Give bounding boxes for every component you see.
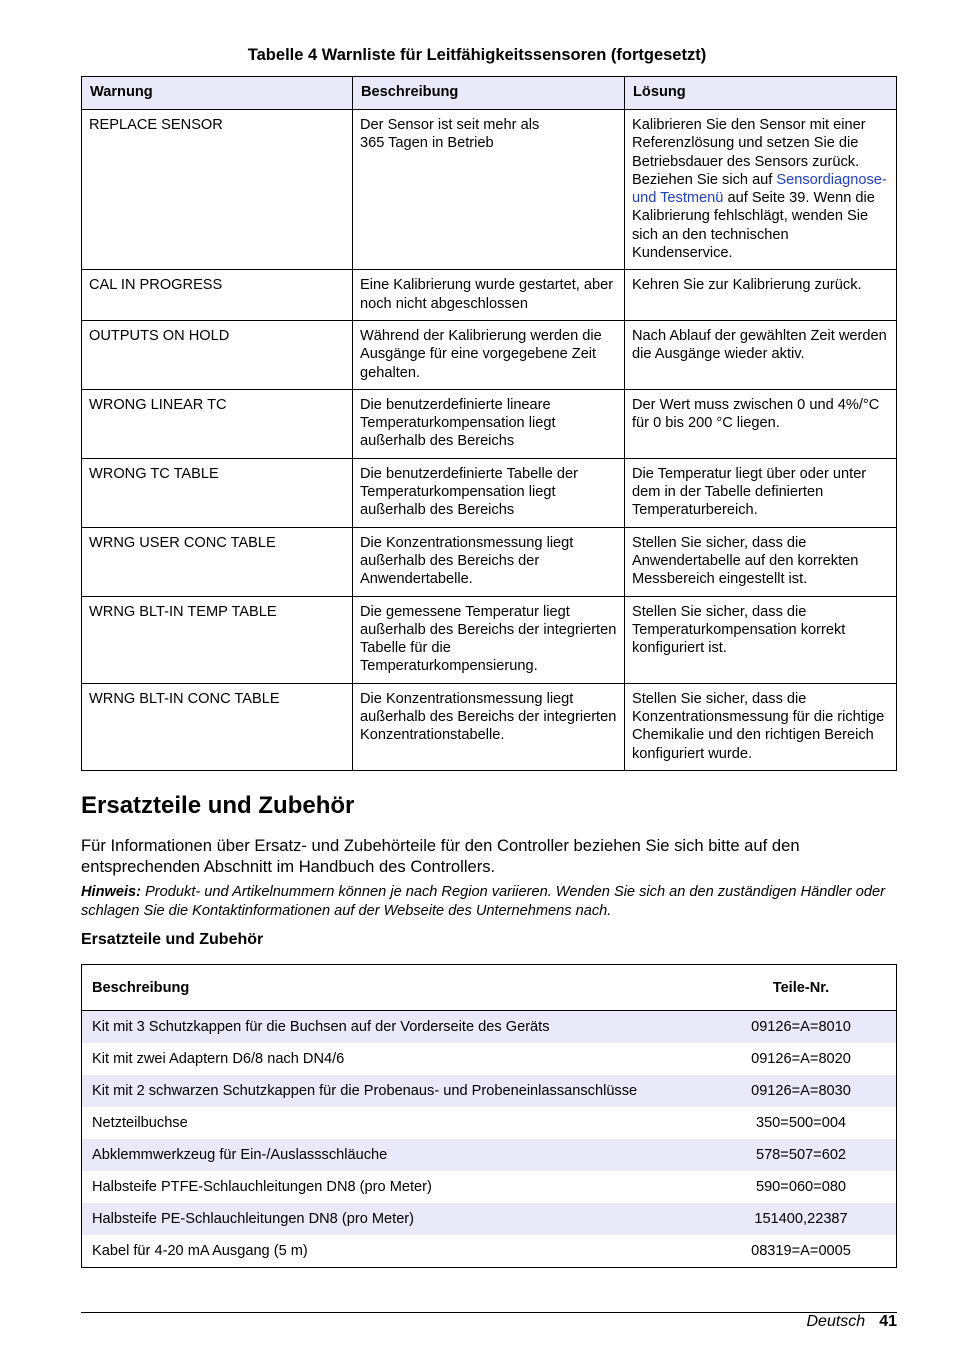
solution-cell: Stellen Sie sicher, dass die Anwendertabelle auf den korrekten Messbereich eingestellt ist.	[625, 527, 897, 596]
warning-cell: WRNG USER CONC TABLE	[82, 527, 353, 596]
description-cell: Die gemessene Temperatur liegt außerhalb des Bereichs der integrierten Tabelle für die Temperaturkompensierung.	[353, 596, 625, 683]
table-row	[82, 527, 897, 596]
column-header-description: Beschreibung	[353, 77, 625, 110]
table-row	[82, 1203, 897, 1235]
warning-cell: WRNG BLT-IN CONC TABLE	[82, 683, 353, 770]
table-row	[82, 1075, 897, 1107]
table-row	[82, 110, 897, 270]
part-description: Halbsteife PE-Schlauchleitungen DN8 (pro Meter)	[82, 1203, 707, 1235]
part-description: Netzteilbuchse	[92, 1115, 188, 1131]
description-cell: Während der Kalibrierung werden die Ausgänge für eine vorgegebene Zeit gehalten.	[353, 320, 625, 389]
warnings-table-header	[82, 77, 897, 110]
parts-table-header	[82, 965, 897, 1011]
solution-text: auf Seite 39. Wenn die Kalibrierung fehlschlägt, wenden Sie sich an den technischen Kundenservice.	[632, 190, 875, 262]
part-number: 590=060=080	[755, 1179, 847, 1195]
warning-cell: OUTPUTS ON HOLD	[82, 320, 353, 389]
warning-cell: REPLACE SENSOR	[82, 110, 353, 270]
table-row	[82, 683, 897, 770]
table-row	[82, 1043, 897, 1075]
part-description: Kit mit zwei Adaptern D6/8 nach DN4/6	[92, 1051, 345, 1067]
solution-cell: Die Temperatur liegt über oder unter dem in der Tabelle definierten Temperaturbereich.	[625, 458, 897, 527]
description-cell: Die Konzentrationsmessung liegt außerhalb des Bereichs der Anwendertabelle.	[353, 527, 625, 596]
note-label: Hinweis:	[81, 884, 142, 900]
description-cell: Die benutzerdefinierte lineare Temperaturkompensation liegt außerhalb des Bereichs	[353, 389, 625, 458]
table-row	[82, 1107, 897, 1139]
cross-reference-link[interactable]: Sensordiagnose- und Testmenü	[632, 171, 887, 207]
part-description: Abklemmwerkzeug für Ein-/Auslassschläuche	[82, 1139, 707, 1171]
warning-cell: WRONG LINEAR TC	[82, 389, 353, 458]
part-number: 09126=A=8010	[706, 1011, 897, 1044]
part-description: Halbsteife PTFE-Schlauchleitungen DN8 (pro Meter)	[92, 1179, 432, 1195]
footer-divider	[81, 1312, 897, 1313]
column-header-solution: Lösung	[625, 77, 897, 110]
solution-cell: Stellen Sie sicher, dass die Konzentrationsmessung für die richtige Chemikalie und den richtigen Bereich konfiguriert wurde.	[625, 683, 897, 770]
solution-cell: Der Wert muss zwischen 0 und 4%/°C für 0 bis 200 °C liegen.	[625, 389, 897, 458]
part-number: 350=500=004	[755, 1115, 847, 1131]
description-cell: Eine Kalibrierung wurde gestartet, aber noch nicht abgeschlossen	[353, 270, 625, 321]
page-footer	[807, 1313, 898, 1331]
solution-text: Kalibrieren Sie den Sensor mit einer Referenzlösung und setzen Sie die Betriebsdauer des Sensors zurück. Beziehen Sie sich auf	[632, 117, 866, 188]
part-description: Kit mit 2 schwarzen Schutzkappen für die Probenaus- und Probeneinlassanschlüsse	[82, 1075, 707, 1107]
parts-table	[81, 964, 897, 1268]
parts-heading: Ersatzteile und Zubehör	[81, 931, 264, 948]
table-row	[82, 1011, 897, 1044]
table-row	[82, 1235, 897, 1268]
description-line: Der Sensor ist seit mehr als 365 Tagen in Betrieb	[360, 117, 540, 152]
table-row	[82, 389, 897, 458]
table-row	[82, 1139, 897, 1171]
section-title: Ersatzteile und Zubehör	[81, 792, 355, 819]
solution-cell: Kehren Sie zur Kalibrierung zurück.	[625, 270, 897, 321]
column-header-description: Beschreibung	[82, 965, 707, 1011]
table-row	[82, 1171, 897, 1203]
page-number: 41	[879, 1313, 897, 1330]
intro-paragraph: Für Informationen über Ersatz- und Zubehörteile für den Controller beziehen Sie sich bitte auf den entsprechenden Abschnitt im Handbuch des Controllers.	[81, 836, 800, 876]
note-paragraph	[81, 883, 897, 920]
warning-cell: WRONG TC TABLE	[82, 458, 353, 527]
solution-cell: Stellen Sie sicher, dass die Temperaturkompensation korrekt konfiguriert ist.	[625, 596, 897, 683]
part-number: 09126=A=8020	[751, 1051, 851, 1067]
table-caption: Tabelle 4 Warnliste für Leitfähigkeitssensoren (fortgesetzt)	[247, 46, 707, 64]
description-cell: Die benutzerdefinierte Tabelle der Temperaturkompensation liegt außerhalb des Bereichs	[353, 458, 625, 527]
table-row	[82, 596, 897, 683]
solution-cell	[625, 110, 897, 270]
part-number: 578=507=602	[706, 1139, 897, 1171]
warning-cell: CAL IN PROGRESS	[82, 270, 353, 321]
column-header-part-number: Teile-Nr.	[706, 965, 897, 1011]
solution-cell: Nach Ablauf der gewählten Zeit werden die Ausgänge wieder aktiv.	[625, 320, 897, 389]
part-description: Kit mit 3 Schutzkappen für die Buchsen auf der Vorderseite des Geräts	[82, 1011, 707, 1044]
note-text: Produkt- und Artikelnummern können je nach Region variieren. Wenden Sie sich an den zuständigen Händler oder schlagen Sie die Kontaktinformationen auf der Webseite des Unternehmens nach.	[81, 884, 885, 919]
table-row	[82, 320, 897, 389]
table-row	[82, 458, 897, 527]
part-number: 09126=A=8030	[706, 1075, 897, 1107]
description-cell: Die Konzentrationsmessung liegt außerhalb des Bereichs der integrierten Konzentrationstabelle.	[353, 683, 625, 770]
footer-language: Deutsch	[806, 1313, 866, 1330]
part-description: Kabel für 4-20 mA Ausgang (5 m)	[92, 1243, 308, 1259]
warnings-table	[81, 76, 897, 771]
column-header-warning: Warnung	[82, 77, 353, 110]
part-number: 08319=A=0005	[751, 1243, 851, 1259]
description-cell	[353, 110, 625, 270]
table-row	[82, 270, 897, 321]
warning-cell: WRNG BLT-IN TEMP TABLE	[82, 596, 353, 683]
part-number: 151400,22387	[706, 1203, 897, 1235]
